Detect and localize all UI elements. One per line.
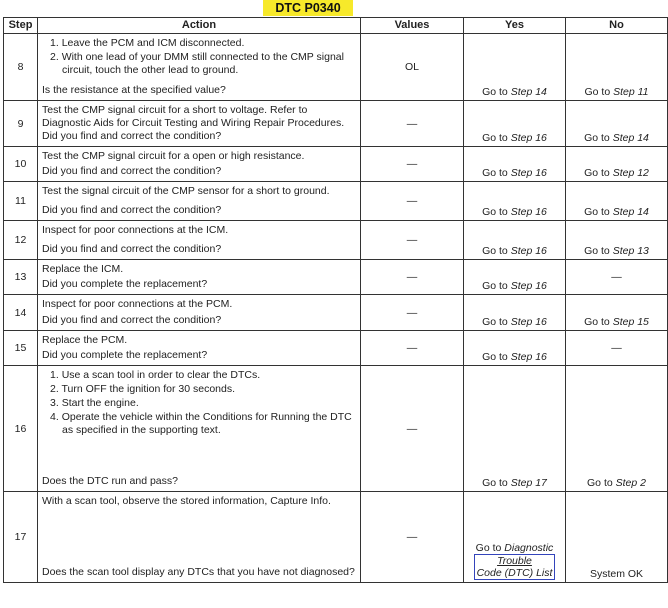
table-row	[4, 34, 668, 101]
step-number: 8	[4, 34, 38, 101]
header-row	[4, 18, 668, 34]
action-cell	[38, 147, 361, 182]
link-trouble[interactable]: Trouble	[497, 555, 532, 567]
value-cell: —	[361, 260, 464, 295]
dtc-list-link[interactable]	[474, 554, 556, 580]
action-cell	[38, 331, 361, 366]
action-steps	[42, 184, 356, 199]
header-step: Step	[4, 18, 38, 34]
outcome-text: Go to	[482, 167, 508, 179]
no-cell	[566, 147, 668, 182]
action-cell	[38, 101, 361, 147]
table-row	[4, 492, 668, 583]
item-text: Test the signal circuit of the CMP sensor for a short to ground.	[42, 185, 330, 197]
action-cell	[38, 221, 361, 260]
step-reference[interactable]: Step 16	[510, 245, 547, 257]
action-steps	[42, 36, 356, 78]
item-text: Test the CMP signal circuit for a short to voltage. Refer to Diagnostic Aids for Circuit Testing and Wiring Repair Procedures. Did you find and correct the condition?	[42, 104, 345, 142]
yes-cell	[464, 34, 566, 101]
header-no: No	[566, 18, 668, 34]
value-cell: —	[361, 101, 464, 147]
outcome-text: —	[611, 271, 622, 283]
yes-cell	[464, 147, 566, 182]
yes-cell	[464, 492, 566, 583]
outcome-text: Go to	[482, 477, 508, 489]
action-content	[42, 184, 356, 218]
action-line	[42, 185, 356, 198]
no-cell	[566, 331, 668, 366]
table-row	[4, 331, 668, 366]
action-line	[42, 263, 356, 276]
diagnostic-table	[3, 17, 668, 583]
action-question: Did you find and correct the condition?	[42, 314, 222, 326]
item-text: Leave the PCM and ICM disconnected.	[61, 37, 245, 49]
action-content	[42, 149, 356, 179]
action-content	[42, 297, 356, 328]
step-number: 10	[4, 147, 38, 182]
outcome-text: Go to	[584, 132, 610, 144]
table-row	[4, 147, 668, 182]
action-line	[42, 334, 356, 347]
action-steps	[42, 262, 356, 277]
table-row	[4, 182, 668, 221]
step-number: 11	[4, 182, 38, 221]
yes-cell	[464, 331, 566, 366]
outcome-text: Go to	[482, 316, 508, 328]
step-number: 13	[4, 260, 38, 295]
item-text: Use a scan tool in order to clear the DTCs.	[61, 369, 261, 381]
outcome-text: Go to	[482, 86, 508, 98]
action-content	[42, 103, 356, 144]
value-cell: OL	[361, 34, 464, 101]
action-line	[48, 383, 356, 396]
item-text: Operate the vehicle within the Conditions for Running the DTC as specified in the supporting text.	[61, 411, 352, 436]
yes-cell	[464, 101, 566, 147]
outcome-text: Go to	[475, 542, 502, 554]
table-row	[4, 366, 668, 492]
value-cell: —	[361, 331, 464, 366]
outcome-text: System OK	[589, 568, 644, 580]
no-cell	[566, 101, 668, 147]
no-cell	[566, 221, 668, 260]
action-line	[42, 224, 356, 237]
item-number: 3.	[50, 397, 59, 409]
action-cell	[38, 34, 361, 101]
step-reference[interactable]: Step 16	[510, 351, 547, 363]
step-reference[interactable]: Step 14	[612, 206, 649, 218]
item-number: 1.	[50, 37, 59, 49]
table-row	[4, 101, 668, 147]
yes-cell	[464, 295, 566, 331]
step-number: 17	[4, 492, 38, 583]
value-cell: —	[361, 492, 464, 583]
item-number: 2.	[50, 383, 59, 395]
no-cell	[566, 260, 668, 295]
item-number: 4.	[50, 411, 59, 423]
outcome-text: Go to	[584, 245, 610, 257]
table-row	[4, 260, 668, 295]
action-cell	[38, 492, 361, 583]
action-line	[48, 397, 356, 410]
action-steps	[42, 149, 356, 164]
outcome-text: Go to	[584, 86, 611, 98]
item-text: Inspect for poor connections at the ICM.	[42, 224, 229, 236]
outcome-text: Go to	[584, 167, 610, 179]
action-steps	[42, 103, 356, 144]
action-content	[42, 223, 356, 257]
outcome-text: Go to	[584, 206, 610, 218]
item-number: 1.	[50, 369, 59, 381]
action-cell	[38, 182, 361, 221]
step-number: 14	[4, 295, 38, 331]
action-line	[48, 411, 356, 437]
step-reference[interactable]: Step 16	[510, 206, 547, 218]
step-reference[interactable]: Step 16	[510, 316, 547, 328]
action-cell	[38, 295, 361, 331]
item-text: With a scan tool, observe the stored information, Capture Info.	[42, 495, 331, 507]
item-text: Replace the ICM.	[42, 263, 124, 275]
action-line	[48, 51, 356, 77]
step-reference[interactable]: Diagnostic	[504, 542, 554, 554]
action-steps	[42, 368, 356, 438]
item-text: Start the engine.	[61, 397, 139, 409]
action-line	[42, 150, 356, 163]
action-question: Did you complete the replacement?	[42, 278, 208, 290]
action-question: Is the resistance at the specified value?	[42, 84, 226, 96]
yes-cell	[464, 221, 566, 260]
step-number: 12	[4, 221, 38, 260]
table-body	[4, 34, 668, 583]
action-content	[42, 36, 356, 98]
no-cell	[566, 366, 668, 492]
item-text: Replace the PCM.	[42, 334, 128, 346]
step-reference[interactable]: Step 16	[510, 132, 547, 144]
action-content	[42, 333, 356, 363]
step-reference[interactable]: Step 14	[510, 86, 547, 98]
action-steps	[42, 494, 356, 509]
no-cell	[566, 182, 668, 221]
value-cell: —	[361, 147, 464, 182]
value-cell: —	[361, 366, 464, 492]
yes-cell	[464, 366, 566, 492]
value-cell: —	[361, 182, 464, 221]
outcome-text: Go to	[587, 477, 613, 489]
link-code-dtc-list[interactable]: Code (DTC) List	[476, 567, 553, 579]
outcome-text: Go to	[482, 206, 508, 218]
item-text: Turn OFF the ignition for 30 seconds.	[61, 383, 236, 395]
no-cell	[566, 295, 668, 331]
no-cell	[566, 34, 668, 101]
outcome-text: Go to	[482, 351, 508, 363]
action-question: Did you find and correct the condition?	[42, 165, 222, 177]
outcome-text: Go to	[482, 132, 508, 144]
step-number: 16	[4, 366, 38, 492]
step-reference[interactable]: Step 16	[510, 280, 547, 292]
action-line	[42, 298, 356, 311]
action-question: Did you find and correct the condition?	[42, 243, 222, 255]
action-line	[48, 37, 356, 50]
step-reference[interactable]: Step 14	[612, 132, 649, 144]
item-text: With one lead of your DMM still connected to the CMP signal circuit, touch the other lead to ground.	[61, 51, 344, 76]
action-question: Does the DTC run and pass?	[42, 475, 178, 487]
action-content	[42, 262, 356, 292]
step-reference[interactable]: Step 13	[612, 245, 649, 257]
action-line	[42, 104, 356, 143]
yes-cell	[464, 260, 566, 295]
item-text: Inspect for poor connections at the PCM.	[42, 298, 233, 310]
yes-cell	[464, 182, 566, 221]
page-title: DTC P0340	[263, 0, 353, 16]
header-action: Action	[38, 18, 361, 34]
table-row	[4, 221, 668, 260]
action-cell	[38, 366, 361, 492]
outcome-text: Go to	[584, 316, 610, 328]
value-cell: —	[361, 295, 464, 331]
step-reference[interactable]: Step 15	[612, 316, 649, 328]
step-number: 9	[4, 101, 38, 147]
outcome-text: Go to	[482, 280, 508, 292]
step-reference[interactable]: Step 17	[510, 477, 547, 489]
action-content	[42, 494, 356, 580]
no-cell	[566, 492, 668, 583]
action-steps	[42, 223, 356, 238]
outcome-text: —	[611, 342, 622, 354]
item-text: Test the CMP signal circuit for a open or high resistance.	[42, 150, 305, 162]
action-question: Did you find and correct the condition?	[42, 204, 222, 216]
action-steps	[42, 333, 356, 348]
step-reference[interactable]: Step 16	[510, 167, 547, 179]
step-number: 15	[4, 331, 38, 366]
header-yes: Yes	[464, 18, 566, 34]
step-reference[interactable]: Step 11	[613, 86, 649, 98]
action-steps	[42, 297, 356, 312]
table-row	[4, 295, 668, 331]
header-values: Values	[361, 18, 464, 34]
step-reference[interactable]: Step 12	[612, 167, 649, 179]
value-cell: —	[361, 221, 464, 260]
item-number: 2.	[50, 51, 59, 63]
action-cell	[38, 260, 361, 295]
action-line	[48, 369, 356, 382]
action-question: Does the scan tool display any DTCs that you have not diagnosed?	[42, 566, 355, 578]
action-content	[42, 368, 356, 489]
outcome-text: Go to	[482, 245, 508, 257]
action-question: Did you complete the replacement?	[42, 349, 208, 361]
action-line	[42, 495, 356, 508]
step-reference[interactable]: Step 2	[615, 477, 646, 489]
